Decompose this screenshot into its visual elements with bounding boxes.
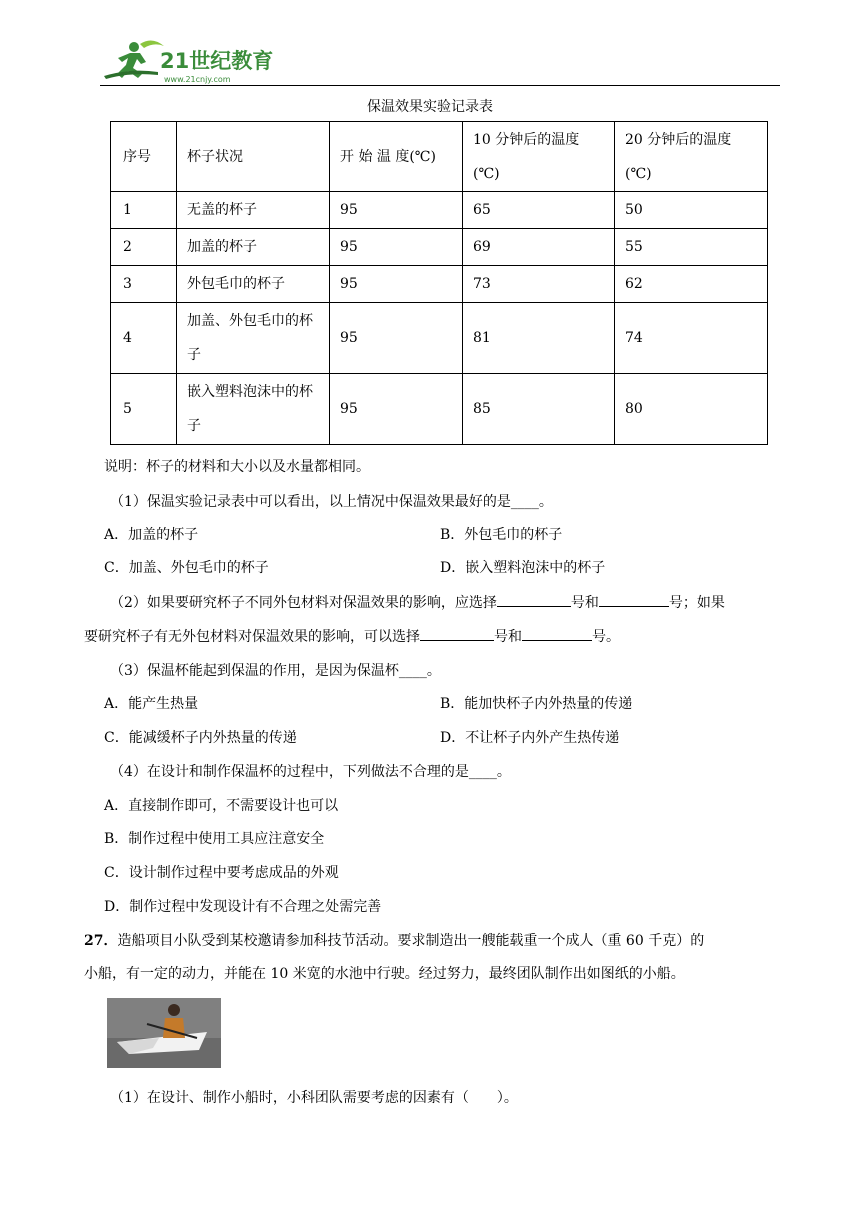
question-27-sub-1: （1）在设计、制作小船时，小科团队需要考虑的因素有（ ）。 [110, 1090, 518, 1106]
q2-text: 要研究杯子有无外包材料对保温效果的影响，可以选择 [84, 629, 420, 645]
header-cell: 序号 [111, 122, 177, 192]
answer-blank[interactable] [522, 626, 592, 641]
question-27-line-1 [84, 930, 704, 950]
question-1-option-d: D．嵌入塑料泡沫中的杯子 [440, 560, 606, 576]
table-row [111, 229, 768, 266]
logo-url-text: www.21cnjy.com [164, 75, 231, 84]
q2-text: 号。 [592, 629, 620, 645]
table-cell: 81 [463, 303, 615, 374]
q2-text: 号；如果 [668, 595, 725, 611]
table-cell: 55 [615, 229, 768, 266]
table-cell: 外包毛巾的杯子 [177, 266, 330, 303]
answer-blank[interactable] [497, 592, 571, 607]
table-header-row [111, 122, 768, 192]
table-cell: 69 [463, 229, 615, 266]
table-cell: 无盖的杯子 [177, 192, 330, 229]
table-cell: 74 [615, 303, 768, 374]
header-cell: 20 分钟后的温度(℃) [615, 122, 768, 192]
header-cell: 杯子状况 [177, 122, 330, 192]
record-table [110, 121, 768, 445]
header-cell: 10 分钟后的温度(℃) [463, 122, 615, 192]
question-4-option-d: D．制作过程中发现设计有不合理之处需完善 [104, 899, 382, 915]
runner-icon [104, 40, 164, 79]
table-cell: 95 [330, 266, 463, 303]
table-cell: 2 [111, 229, 177, 266]
table-row [111, 266, 768, 303]
question-1-stem: （1）保温实验记录表中可以看出，以上情况中保温效果最好的是____。 [110, 494, 553, 510]
q2-text: 号和 [494, 629, 522, 645]
table-cell: 95 [330, 374, 463, 445]
question-3-stem: （3）保温杯能起到保温的作用，是因为保温杯____。 [110, 663, 441, 679]
table-row [111, 374, 768, 445]
boat-photo [107, 998, 221, 1068]
question-2-line-1 [110, 592, 725, 612]
answer-blank[interactable] [599, 592, 669, 607]
question-4-option-a: A．直接制作即可，不需要设计也可以 [104, 798, 339, 814]
table-cell: 85 [463, 374, 615, 445]
question-3-option-b: B．能加快杯子内外热量的传递 [440, 696, 633, 712]
table-cell: 5 [111, 374, 177, 445]
question-2-line-2 [84, 626, 620, 646]
question-3-option-a: A．能产生热量 [104, 696, 199, 712]
question-27-line-2: 小船，有一定的动力，并能在 10 米宽的水池中行驶。经过努力，最终团队制作出如图纸的小船。 [84, 966, 685, 982]
question-1-option-a: A．加盖的杯子 [104, 527, 199, 543]
header-cell: 开 始 温 度(℃) [330, 122, 463, 192]
question-3-option-d: D．不让杯子内外产生热传递 [440, 730, 620, 746]
table-cell: 1 [111, 192, 177, 229]
table-cell: 加盖的杯子 [177, 229, 330, 266]
q27-text: 造船项目小队受到某校邀请参加科技节活动。要求制造出一艘能载重一个成人（重 60 千克）的 [117, 933, 705, 949]
table-cell: 95 [330, 192, 463, 229]
table-cell: 65 [463, 192, 615, 229]
question-3-option-c: C．能减缓杯子内外热量的传递 [104, 730, 297, 746]
table-title: 保温效果实验记录表 [367, 99, 493, 115]
table-cell: 加盖、外包毛巾的杯子 [177, 303, 330, 374]
table-note: 说明：杯子的材料和大小以及水量都相同。 [104, 459, 370, 475]
logo [100, 38, 300, 86]
question-number: 27． [84, 933, 118, 949]
table-cell: 62 [615, 266, 768, 303]
table-cell: 4 [111, 303, 177, 374]
q2-text: （2）如果要研究杯子不同外包材料对保温效果的影响，应选择 [110, 595, 497, 611]
question-4-option-b: B．制作过程中使用工具应注意安全 [104, 831, 325, 847]
table-row [111, 192, 768, 229]
question-4-stem: （4）在设计和制作保温杯的过程中，下列做法不合理的是____。 [110, 764, 511, 780]
table-cell: 3 [111, 266, 177, 303]
table-cell: 嵌入塑料泡沫中的杯子 [177, 374, 330, 445]
table-cell: 50 [615, 192, 768, 229]
question-1-option-c: C．加盖、外包毛巾的杯子 [104, 560, 269, 576]
header-divider [100, 85, 780, 86]
page-header [100, 38, 782, 88]
logo-text: 21世纪教育 [160, 49, 274, 73]
table-row [111, 303, 768, 374]
table-cell: 95 [330, 229, 463, 266]
question-1-option-b: B．外包毛巾的杯子 [440, 527, 563, 543]
q2-text: 号和 [570, 595, 599, 611]
table-cell: 95 [330, 303, 463, 374]
answer-blank[interactable] [420, 626, 494, 641]
question-4-option-c: C．设计制作过程中要考虑成品的外观 [104, 865, 339, 881]
table-cell: 80 [615, 374, 768, 445]
table-cell: 73 [463, 266, 615, 303]
